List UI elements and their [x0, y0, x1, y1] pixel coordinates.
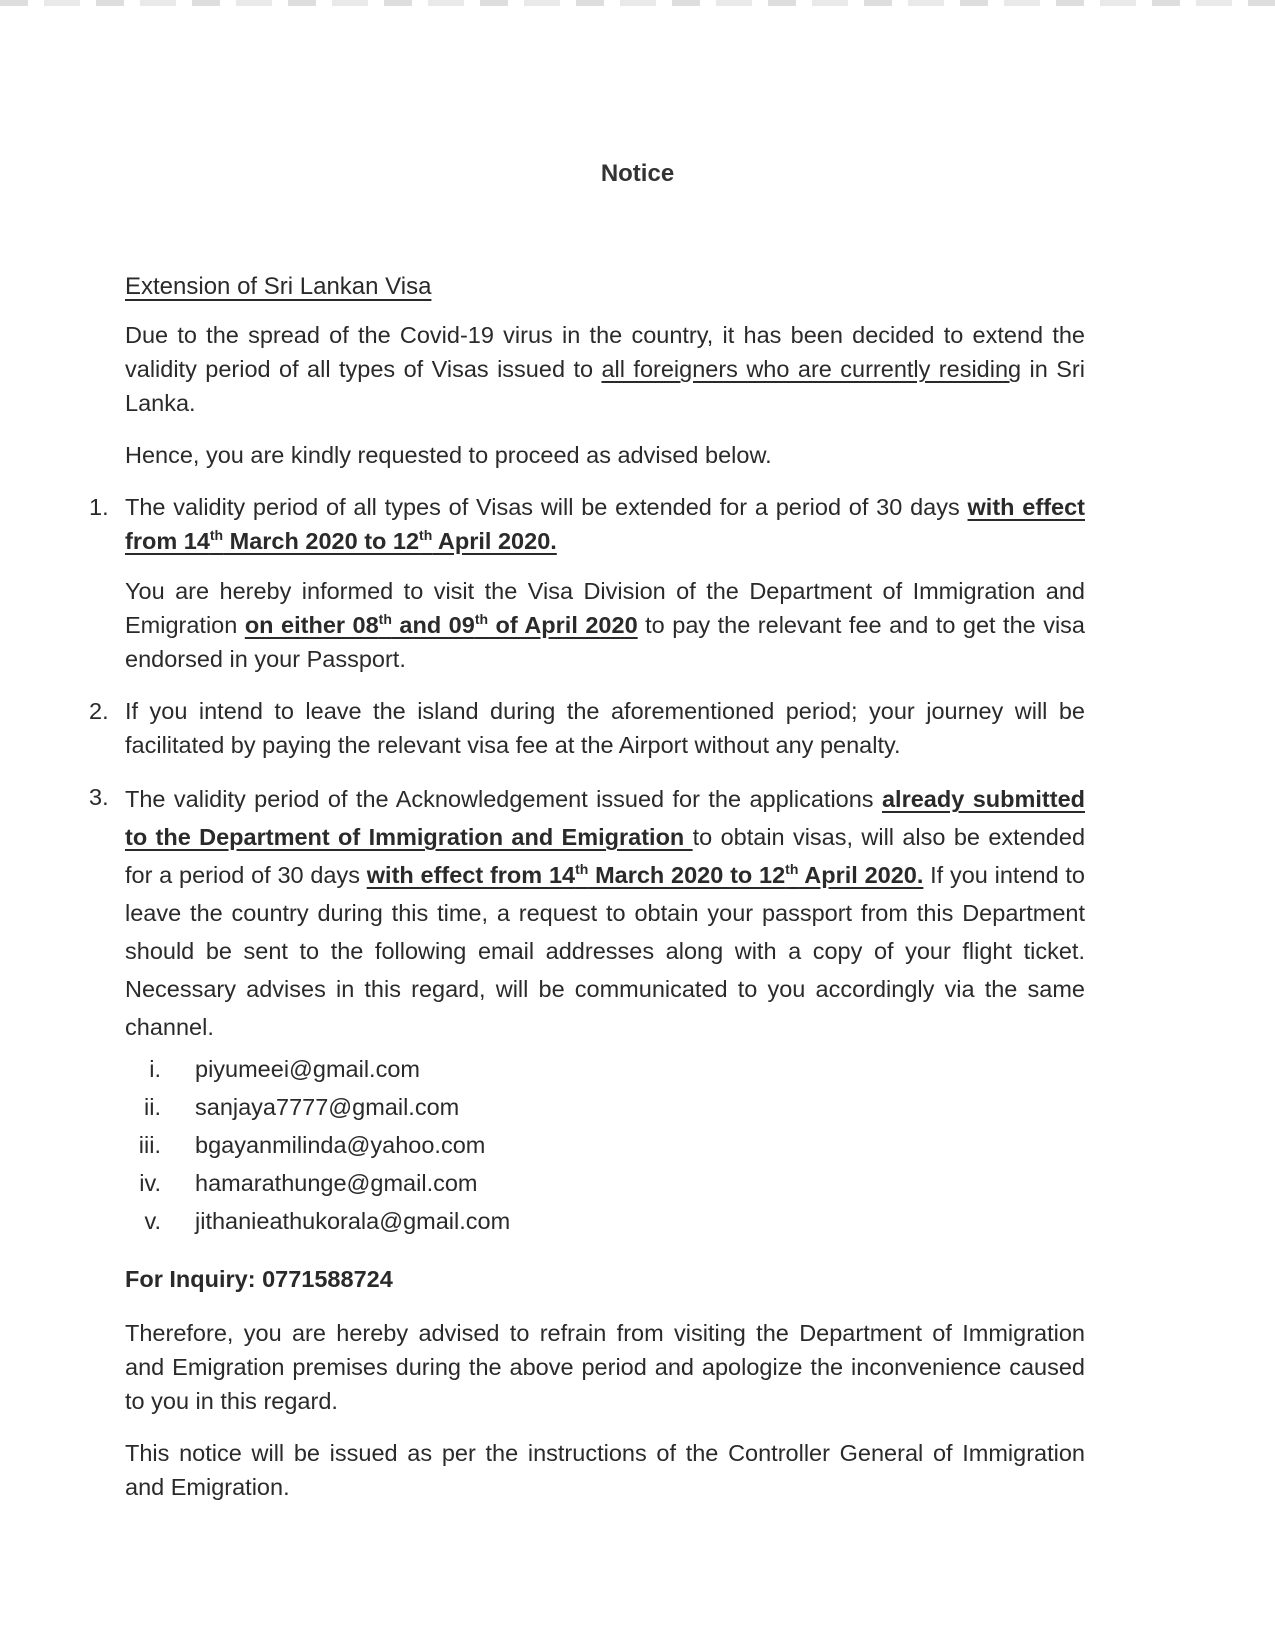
item-1-sub-sup-2: th — [474, 611, 489, 628]
inquiry-line: For Inquiry: 0771588724 — [125, 1266, 393, 1292]
intro-paragraph — [125, 318, 1085, 420]
item-3-number: 3. — [89, 784, 109, 810]
item-1-number: 1. — [89, 494, 109, 520]
email-list — [125, 1050, 1085, 1240]
item-3-bold-a: with effect from 14 — [366, 862, 576, 888]
item-1-bold-3: April 2020. — [432, 528, 557, 554]
email-address: bgayanmilinda@yahoo.com — [195, 1132, 486, 1158]
item-3-text-1: The validity period of the Acknowledgement issued for the applications — [125, 786, 882, 812]
item-3-text-3: If you intend to leave the country during this time, a request to obtain your passport from this Department should be sent to the following email addresses along with a copy of your flight ticket. Necessary advises in this regard, will be communicated to you accordingly via the same channel. — [125, 862, 1086, 1040]
item-1-bold-2: March 2020 to 12 — [223, 528, 420, 554]
item-3-sup-a: th — [575, 861, 589, 878]
numbered-list — [89, 490, 1086, 1240]
item-1-sub-text-1: You are hereby informed to visit the Visa Division of the Department of Immigration and Emigration — [125, 578, 1085, 638]
request-paragraph: Hence, you are kindly requested to proceed as advised below. — [125, 442, 772, 468]
list-item-3 — [89, 780, 1086, 1240]
item-1-visit-dates — [245, 612, 638, 638]
item-1-sub-bold-2: and 09 — [391, 612, 475, 638]
list-item — [125, 1164, 1085, 1202]
item-3-bold-c: April 2020. — [798, 862, 924, 888]
item-3-text-2: to obtain visas, will also be extended for a period of 30 days — [125, 824, 1086, 888]
email-numeral: iii. — [138, 1132, 161, 1158]
item-1-sub-text-2: to pay the relevant fee and to get the visa endorsed in your Passport. — [125, 612, 1086, 672]
email-numeral: i. — [149, 1056, 161, 1082]
email-address: piyumeei@gmail.com — [195, 1056, 420, 1082]
list-item — [125, 1126, 1085, 1164]
notice-heading: Extension of Sri Lankan Visa — [125, 273, 432, 300]
email-address: sanjaya7777@gmail.com — [195, 1094, 460, 1120]
closing-paragraph-2: This notice will be issued as per the instructions of the Controller General of Immigration and Emigration. — [125, 1440, 1085, 1500]
email-address: jithanieathukorala@gmail.com — [195, 1208, 511, 1234]
item-3-bold-b: March 2020 to 12 — [588, 862, 786, 888]
item-3-sup-b: th — [785, 861, 799, 878]
item-3-date-range — [367, 862, 924, 888]
item-1-sub-sup-1: th — [378, 611, 392, 628]
closing-paragraph-1: Therefore, you are hereby advised to refrain from visiting the Department of Immigration and Emigration premises during the above period and apologize the inconvenience caused to you in this regard. — [125, 1320, 1085, 1414]
list-item — [125, 1088, 1085, 1126]
item-2-number: 2. — [89, 698, 109, 724]
notice-body — [89, 270, 1086, 1522]
item-2-paragraph: If you intend to leave the island during the aforementioned period; your journey will be facilitated by paying the relevant visa fee at the Airport without any penalty. — [125, 698, 1085, 758]
item-1-paragraph — [125, 490, 1085, 558]
email-numeral: v. — [144, 1208, 161, 1234]
email-numeral: iv. — [139, 1170, 161, 1196]
email-address: hamarathunge@gmail.com — [195, 1170, 478, 1196]
list-item-2 — [89, 694, 1085, 762]
list-item-1 — [89, 490, 1086, 676]
item-3-paragraph — [125, 780, 1085, 1046]
item-1-sub-bold-3: of April 2020 — [488, 612, 638, 638]
intro-underlined-text: all foreigners who are currently residing — [601, 356, 1022, 382]
scan-edge-artifact — [0, 0, 1275, 6]
item-1-bold-1: with effect from 14 — [125, 494, 1085, 554]
page-title: Notice — [600, 160, 675, 187]
list-item — [125, 1202, 1085, 1240]
item-1-sub-paragraph — [125, 574, 1085, 676]
item-1-sub-bold-1: on either 08 — [244, 612, 379, 638]
intro-text-1: Due to the spread of the Covid-19 virus in the country, it has been decided to extend the validity period of all types of Visas issued to — [125, 322, 1085, 382]
intro-text-2: in Sri Lanka. — [125, 356, 1085, 416]
email-numeral: ii. — [144, 1094, 161, 1120]
item-3-submitted-applications: already submitted to the Department of Immigration and Emigration — [125, 786, 1085, 850]
item-1-text: The validity period of all types of Visas will be extended for a period of 30 days — [125, 494, 968, 520]
list-item — [125, 1050, 1085, 1088]
item-1-sup-2: th — [419, 527, 433, 544]
item-1-sup-1: th — [209, 527, 224, 544]
